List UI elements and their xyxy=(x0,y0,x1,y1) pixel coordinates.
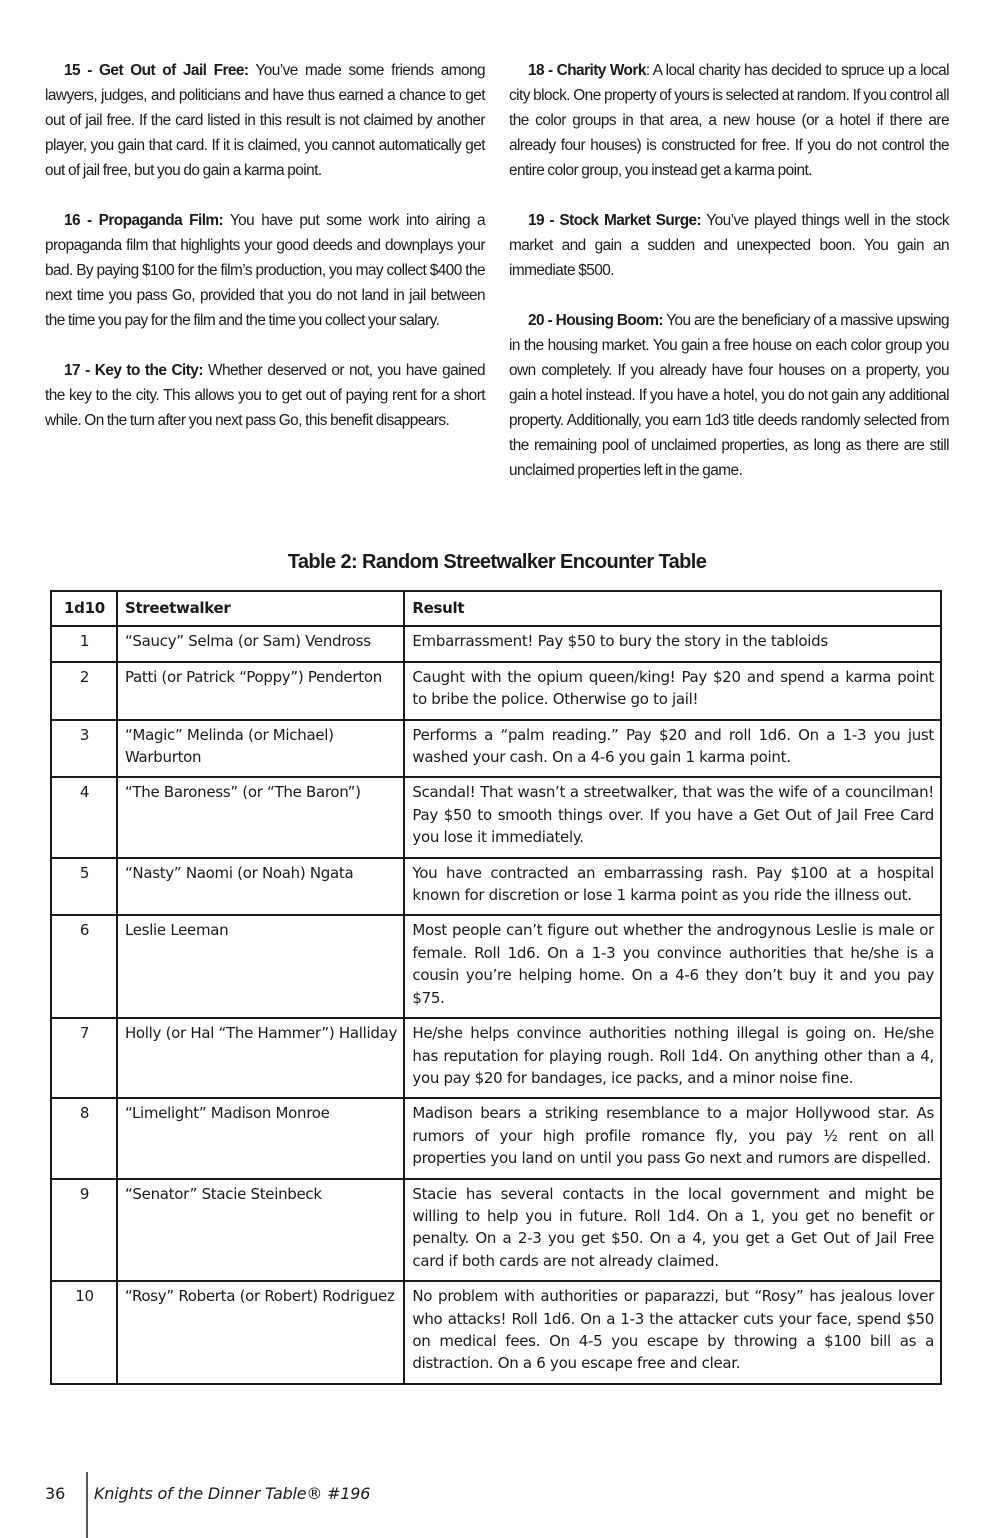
roll-cell: 7 xyxy=(51,1018,117,1098)
result-cell: No problem with authorities or paparazzi, but “Rosy” has jealous lover who attacks! Roll 1d6. On a 1-3 the attacker cuts your face, spend $50 on medical fees. On 4-5 you escape by throwing a $100 bill as a distraction. On a 6 you escape free and clear. xyxy=(404,1281,941,1384)
roll-cell: 3 xyxy=(51,720,117,778)
result-cell: Performs a “palm reading.” Pay $20 and roll 1d6. On a 1-3 you just washed your cash. On a 4-6 you gain 1 karma point. xyxy=(404,720,941,778)
table-row xyxy=(51,662,941,720)
roll-cell: 4 xyxy=(51,777,117,857)
paragraph-body: You have put some work into airing a propaganda film that highlights your good deeds and downplays your bad. By paying $100 for the film’s production, you may collect $400 the next time you pass Go, provided that you do not land in jail between the time you pay for the film and the time you collect your salary. xyxy=(45,212,485,329)
paragraph-heading: 20 - Housing Boom: xyxy=(528,312,663,329)
table-row xyxy=(51,777,941,857)
publication-title: Knights of the Dinner Table® #196 xyxy=(94,1484,371,1503)
table-row xyxy=(51,1179,941,1282)
page-number: 36 xyxy=(45,1484,66,1503)
paragraph-body: You’ve played things well in the stock market and gain a sudden and unexpected boon. You gain an immediate $500. xyxy=(509,212,949,279)
roll-cell: 8 xyxy=(51,1098,117,1178)
streetwalker-cell: “Nasty” Naomi (or Noah) Ngata xyxy=(117,858,404,916)
paragraph-body: You are the beneficiary of a massive upswing in the housing market. You gain a free house on each color group you own completely. If you already have four houses on a property, you gain a hotel instead. If you have a hotel, you do not gain any additional property. Additionally, you earn 1d3 title deeds randomly selected from the remaining pool of unclaimed properties, as long as there are still unclaimed properties left in the game. xyxy=(509,312,949,479)
column-header-streetwalker: Streetwalker xyxy=(117,591,404,626)
footer-divider xyxy=(86,1472,88,1538)
column-header-result: Result xyxy=(404,591,941,626)
streetwalker-cell: “Saucy” Selma (or Sam) Vendross xyxy=(117,626,404,661)
paragraph-heading: 15 - Get Out of Jail Free: xyxy=(64,62,249,79)
result-cell: Caught with the opium queen/king! Pay $20 and spend a karma point to bribe the police. Otherwise go to jail! xyxy=(404,662,941,720)
streetwalker-cell: “Senator” Stacie Steinbeck xyxy=(117,1179,404,1282)
table-row xyxy=(51,1018,941,1098)
streetwalker-cell: “The Baroness” (or “The Baron”) xyxy=(117,777,404,857)
result-cell: He/she helps convince authorities nothing illegal is going on. He/she has reputation for playing rough. Roll 1d4. On anything other than a 4, you pay $20 for bandages, ice packs, and a minor noise fine. xyxy=(404,1018,941,1098)
column-header-roll: 1d10 xyxy=(51,591,117,626)
left-column xyxy=(45,58,485,458)
roll-cell: 10 xyxy=(51,1281,117,1384)
roll-cell: 5 xyxy=(51,858,117,916)
table-row xyxy=(51,720,941,778)
roll-cell: 6 xyxy=(51,915,117,1018)
paragraph-body: : A local charity has decided to spruce up a local city block. One property of yours is selected at random. If you control all the color groups in that area, a new house (or a hotel if there are already four houses) is constructed for free. If you do not control the entire color group, you instead get a karma point. xyxy=(509,62,949,179)
result-cell: Madison bears a striking resemblance to a major Hollywood star. As rumors of your high profile romance fly, you pay ½ rent on all properties you land on until you pass Go next and rumors are dispelled. xyxy=(404,1098,941,1178)
roll-cell: 9 xyxy=(51,1179,117,1282)
paragraph-body: You’ve made some friends among lawyers, judges, and politicians and have thus earned a chance to get out of jail free. If the card listed in this result is not claimed by another player, you gain that card. If it is claimed, you cannot automatically get out of jail free, but you do gain a karma point. xyxy=(45,62,485,179)
right-column xyxy=(509,58,949,508)
page-footer xyxy=(45,1484,645,1538)
streetwalker-cell: Holly (or Hal “The Hammer”) Halliday xyxy=(117,1018,404,1098)
roll-cell: 1 xyxy=(51,626,117,661)
body-columns xyxy=(45,58,949,498)
streetwalker-cell: “Limelight” Madison Monroe xyxy=(117,1098,404,1178)
paragraph-heading: 18 - Charity Work xyxy=(528,62,646,79)
result-cell: You have contracted an embarrassing rash. Pay $100 at a hospital known for discretion or lose 1 karma point as you ride the illness out. xyxy=(404,858,941,916)
paragraph-heading: 16 - Propaganda Film: xyxy=(64,212,224,229)
result-cell: Embarrassment! Pay $50 to bury the story in the tabloids xyxy=(404,626,941,661)
table-row xyxy=(51,626,941,661)
streetwalker-cell: “Magic” Melinda (or Michael) Warburton xyxy=(117,720,404,778)
table-row xyxy=(51,915,941,1018)
paragraph-body: Whether deserved or not, you have gained the key to the city. This allows you to get out of paying rent for a short while. On the turn after you next pass Go, this benefit disappears. xyxy=(45,362,486,429)
roll-cell: 2 xyxy=(51,662,117,720)
streetwalker-cell: Leslie Leeman xyxy=(117,915,404,1018)
table-row xyxy=(51,1281,941,1384)
paragraph-17 xyxy=(45,358,485,433)
table-title: Table 2: Random Streetwalker Encounter Table xyxy=(287,551,707,573)
streetwalker-cell: Patti (or Patrick “Poppy”) Penderton xyxy=(117,662,404,720)
result-cell: Scandal! That wasn’t a streetwalker, that was the wife of a councilman! Pay $50 to smooth things over. If you have a Get Out of Jail Free Card you lose it immediately. xyxy=(404,777,941,857)
paragraph-heading: 19 - Stock Market Surge: xyxy=(528,212,702,229)
table-row xyxy=(51,1098,941,1178)
table-header-row xyxy=(51,591,941,626)
result-cell: Most people can’t figure out whether the androgynous Leslie is male or female. Roll 1d6. On a 1-3 you convince authorities that he/she is a cousin you’re helping home. On a 4-6 they don’t buy it and you pay $75. xyxy=(404,915,941,1018)
paragraph-heading: 17 - Key to the City: xyxy=(64,362,203,379)
paragraph-18 xyxy=(509,58,949,183)
paragraph-19 xyxy=(509,208,949,283)
paragraph-15 xyxy=(45,58,485,183)
encounter-table xyxy=(50,590,942,1385)
paragraph-16 xyxy=(45,208,485,333)
paragraph-20 xyxy=(509,308,949,483)
result-cell: Stacie has several contacts in the local government and might be willing to help you in future. Roll 1d4. On a 1, you get no benefit or penalty. On a 2-3 you get $50. On a 4, you get a Get Out of Jail Free card if both cards are not already claimed. xyxy=(404,1179,941,1282)
table-row xyxy=(51,858,941,916)
streetwalker-cell: “Rosy” Roberta (or Robert) Rodriguez xyxy=(117,1281,404,1384)
